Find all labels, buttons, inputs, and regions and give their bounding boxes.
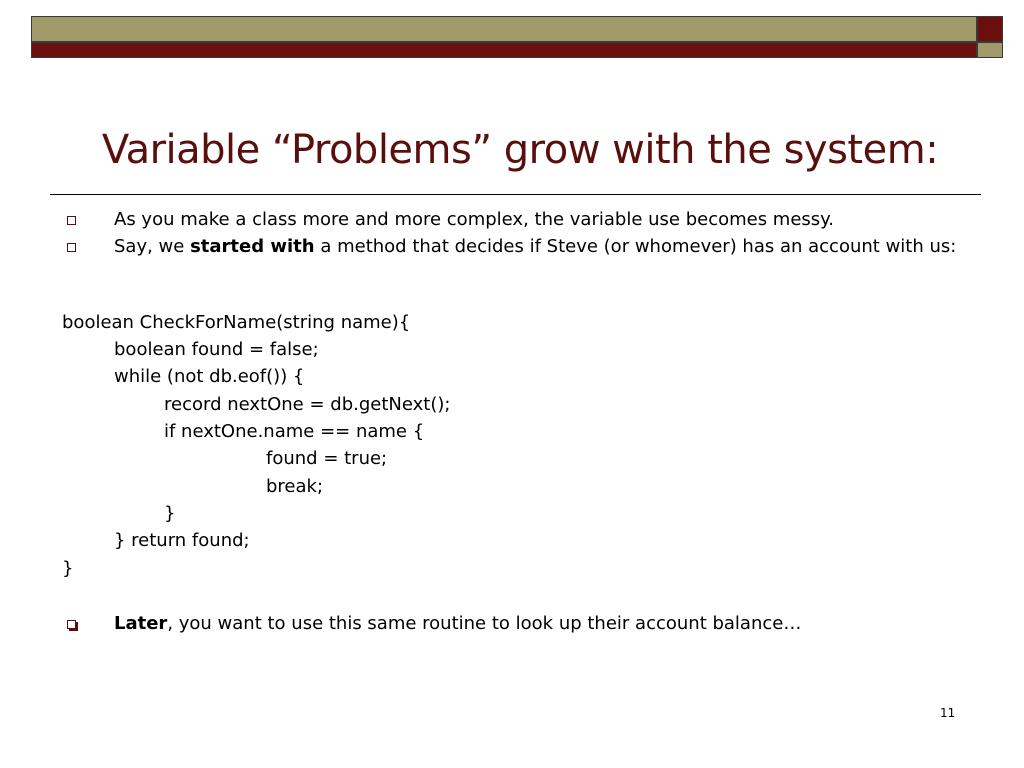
code-line-2: boolean found = false; bbox=[114, 339, 319, 360]
bullet-2-suffix: a method that decides if Steve (or whomever) has an account with us: bbox=[314, 236, 957, 257]
code-line-8: } bbox=[164, 503, 176, 524]
bullet-text-later bbox=[114, 613, 994, 635]
header-band-olive bbox=[31, 16, 977, 42]
code-line-9: } return found; bbox=[114, 530, 250, 551]
slide-title: Variable “Problems” grow with the system: bbox=[101, 127, 939, 173]
code-line-5: if nextOne.name == name { bbox=[164, 421, 425, 442]
header-corner-maroon bbox=[977, 16, 1003, 42]
title-divider bbox=[50, 194, 981, 195]
code-line-6: found = true; bbox=[266, 448, 388, 469]
code-line-7: break; bbox=[266, 476, 324, 497]
later-suffix: , you want to use this same routine to look up their account balance… bbox=[167, 613, 802, 634]
bullet-2-bold: started with bbox=[190, 236, 315, 257]
bullet-text-1: As you make a class more and more complex, the variable use becomes messy. bbox=[114, 209, 834, 230]
bullet-2-prefix: Say, we bbox=[114, 236, 191, 257]
square-bullet-icon bbox=[67, 620, 76, 629]
code-line-1: boolean CheckForName(string name){ bbox=[62, 312, 411, 333]
code-line-10: } bbox=[62, 558, 74, 579]
square-bullet-icon bbox=[67, 216, 76, 225]
header-band-maroon bbox=[31, 42, 977, 58]
later-bold: Later bbox=[114, 613, 168, 634]
square-bullet-icon bbox=[67, 243, 76, 252]
code-line-4: record nextOne = db.getNext(); bbox=[164, 394, 451, 415]
slide-number: 11 bbox=[940, 706, 956, 720]
code-line-3: while (not db.eof()) { bbox=[114, 366, 305, 387]
bullet-text-2 bbox=[114, 236, 994, 258]
header-corner-olive bbox=[977, 42, 1003, 58]
